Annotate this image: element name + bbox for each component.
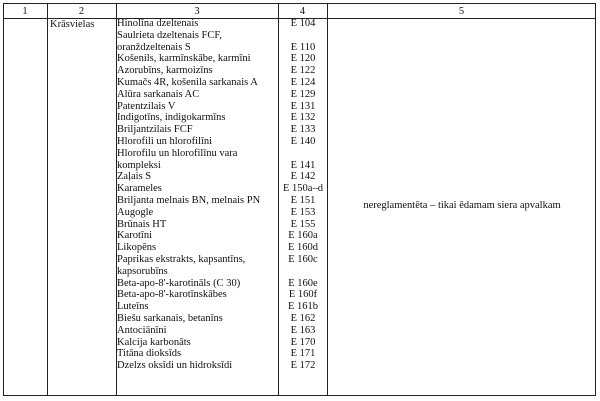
- e-code: E 153: [290, 206, 316, 218]
- additive-name: Hinolīna dzeltenais: [117, 18, 199, 29]
- e-code: E 104: [290, 18, 316, 29]
- additive-name: Paprikas ekstrakts, kapsantīns,: [117, 253, 246, 265]
- e-code: E 120: [290, 53, 316, 65]
- e-code: E 133: [290, 124, 316, 136]
- e-code: E 150a–d: [283, 183, 323, 195]
- e-code: E 141: [290, 159, 316, 171]
- e-code: E 122: [290, 65, 316, 77]
- additive-name: Briljantzilais FCF: [117, 124, 193, 136]
- e-code: E 129: [290, 88, 316, 100]
- additive-name: Hlorofilu un hlorofilīnu vara: [117, 147, 238, 159]
- additive-name: Brūnais HT: [117, 218, 167, 230]
- additive-names-column: [117, 18, 279, 372]
- additive-name: Likopēns: [117, 242, 157, 254]
- additive-name: Alūra sarkanais AC: [117, 88, 200, 100]
- additive-name: Azorubīns, karmoizīns: [117, 65, 213, 77]
- e-code: E 170: [290, 336, 316, 348]
- e-code: E 160f: [288, 289, 318, 301]
- additive-name: Augogle: [117, 206, 154, 218]
- e-code: [279, 30, 327, 42]
- additive-name: Biešu sarkanais, betanīns: [117, 312, 223, 324]
- additive-name: kapsorubīns: [117, 265, 168, 277]
- usage-note: nereglamentēta – tikai ēdamam siera apvalkam: [363, 200, 561, 211]
- additive-name: Antociānīni: [117, 324, 167, 336]
- additive-name: Kalcija karbonāts: [117, 336, 191, 348]
- e-code: E 132: [290, 112, 316, 124]
- e-code: E 171: [290, 348, 316, 360]
- e-code: E 110: [290, 41, 316, 53]
- e-code: [279, 266, 327, 278]
- additive-name: Indigotīns, indigokarmīns: [117, 112, 226, 124]
- e-code: E 160c: [288, 253, 318, 265]
- e-code: E 142: [290, 171, 316, 183]
- additive-name: Košenils, karmīnskābe, karmīni: [117, 53, 251, 65]
- e-code: E 140: [290, 135, 316, 147]
- table-bottom-border: [3, 395, 596, 396]
- additive-name: Karotīni: [117, 230, 152, 242]
- e-code: E 163: [290, 324, 316, 336]
- additive-name: Kumačs 4R, košenila sarkanais A: [117, 76, 258, 88]
- e-code: E 131: [290, 100, 316, 112]
- column-header-4: 4: [299, 6, 306, 17]
- additive-name: Zaļais S: [117, 171, 152, 183]
- additive-name: Luteīns: [117, 301, 149, 313]
- e-code: E 172: [290, 360, 316, 372]
- e-code: E 160e: [288, 277, 318, 289]
- e-code: E 160d: [287, 242, 319, 254]
- column-header-1: 1: [22, 6, 28, 17]
- column-header-3: 3: [194, 6, 200, 17]
- additive-name: Dzelzs oksīdi un hidroksīdi: [117, 360, 233, 372]
- e-code: E 161b: [287, 301, 319, 313]
- additive-name: kompleksi: [117, 159, 161, 171]
- e-code: E 124: [290, 76, 316, 88]
- additive-table: [3, 3, 596, 396]
- e-code: E 151: [290, 194, 316, 206]
- additive-name: Patentzilais V: [117, 100, 176, 112]
- additive-name: Briljanta melnais BN, melnais PN: [117, 194, 261, 206]
- additive-name: Titāna dioksīds: [117, 348, 182, 360]
- additive-name: Saulrieta dzeltenais FCF,: [117, 29, 223, 41]
- column-header-2: 2: [78, 6, 85, 17]
- additive-name: Beta-apo-8'-karotīnskābes: [117, 289, 227, 301]
- category-cell: Krāsvielas: [50, 19, 95, 30]
- additive-name: oranždzeltenais S: [117, 41, 191, 53]
- column-divider: [3, 3, 4, 396]
- column-header-5: 5: [458, 6, 465, 17]
- column-divider: [47, 3, 48, 396]
- additive-name: Hlorofili un hlorofilīni: [117, 135, 213, 147]
- e-codes-column: [279, 18, 327, 372]
- e-code: [279, 148, 327, 160]
- additive-name: Beta-apo-8'-karotināls (C 30): [117, 277, 241, 289]
- e-code: E 162: [290, 312, 316, 324]
- e-code: E 155: [290, 218, 316, 230]
- e-code: E 160a: [288, 230, 318, 242]
- additive-name: Karameles: [117, 183, 162, 195]
